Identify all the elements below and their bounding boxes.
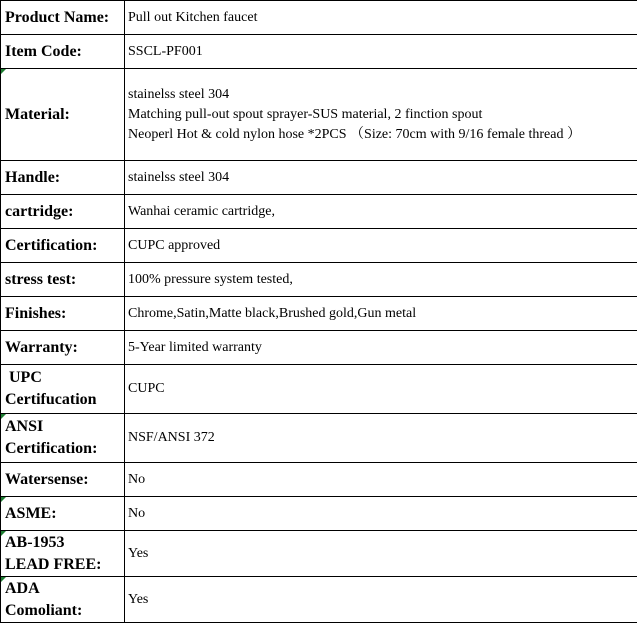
spec-row-material [1,69,637,161]
spec-row-watersense [1,463,637,497]
value-cell [125,463,637,497]
value-cell [125,161,637,195]
label-text: Item Code: [5,43,82,60]
label-cell [1,497,125,531]
label-cell [1,365,125,414]
label-text-line: LEAD FREE: [5,554,124,576]
comment-marker [1,531,6,536]
label-text: Warranty: [5,339,78,356]
spec-row-warranty [1,331,637,365]
value-text: SSCL-PF001 [128,42,637,62]
label-text-line: Certification: [5,438,124,460]
label-text: Product Name: [5,9,109,26]
value-text: NSF/ANSI 372 [128,428,637,448]
label-cell [1,195,125,229]
comment-marker [1,414,6,419]
label-text: Material: [5,106,70,123]
comment-marker [1,577,6,582]
label-cell [1,263,125,297]
label-text-line: AB-1953 [5,532,124,554]
label-text-line: ANSI [5,416,124,438]
value-cell [125,365,637,414]
spec-row-upc-certification [1,365,637,414]
value-text: Pull out Kitchen faucet [128,8,637,28]
label-cell [1,1,125,35]
value-text: stainelss steel 304 [128,168,637,188]
value-cell [125,1,637,35]
value-text: CUPC [128,379,637,399]
label-text-line: Comoliant: [5,600,124,622]
comment-marker [1,69,6,74]
spec-row-handle [1,161,637,195]
value-text: CUPC approved [128,236,637,256]
value-cell [125,35,637,69]
spec-row-certification [1,229,637,263]
label-text: cartridge: [5,203,73,220]
value-text: Yes [128,590,637,610]
spec-row-cartridge [1,195,637,229]
label-text-line: UPC [5,367,124,389]
value-cell [125,577,637,623]
label-cell [1,297,125,331]
value-text-line: stainelss steel 304 [128,85,637,105]
value-cell [125,531,637,577]
spec-row-ab1953-lead-free [1,531,637,577]
label-text: Watersense: [5,471,89,488]
label-cell [1,463,125,497]
comment-marker [1,497,6,502]
value-cell [125,229,637,263]
label-cell [1,531,125,577]
label-cell [1,229,125,263]
value-text: Yes [128,544,637,564]
value-cell [125,69,637,161]
value-text: Chrome,Satin,Matte black,Brushed gold,Gun metal [128,304,637,324]
label-cell [1,331,125,365]
label-text: Finishes: [5,305,66,322]
value-text-line: Neoperl Hot & cold nylon hose *2PCS （Size: 70cm with 9/16 female thread ） [128,125,637,145]
label-text-line: Certifucation [5,389,124,411]
value-text: 100% pressure system tested, [128,270,637,290]
label-cell [1,161,125,195]
label-cell [1,69,125,161]
value-text-line: Matching pull-out spout sprayer-SUS material, 2 finction spout [128,105,637,125]
label-text: Certification: [5,237,97,254]
value-cell [125,331,637,365]
value-cell [125,263,637,297]
value-text: 5-Year limited warranty [128,338,637,358]
value-text: No [128,470,637,490]
value-text: Wanhai ceramic cartridge, [128,202,637,222]
value-cell [125,297,637,331]
spec-row-finishes [1,297,637,331]
spec-row-ansi-certification [1,414,637,463]
label-text-line: ADA [5,578,124,600]
spec-row-asme [1,497,637,531]
value-cell [125,497,637,531]
spec-row-ada-compliant [1,577,637,623]
spec-row-stress-test [1,263,637,297]
spec-row-product-name [1,1,637,35]
label-cell [1,577,125,623]
label-text: ASME: [5,505,57,522]
label-text: Handle: [5,169,60,186]
value-cell [125,195,637,229]
label-text: stress test: [5,271,76,288]
value-text: No [128,504,637,524]
value-cell [125,414,637,463]
spec-row-item-code [1,35,637,69]
label-cell [1,414,125,463]
label-cell [1,35,125,69]
